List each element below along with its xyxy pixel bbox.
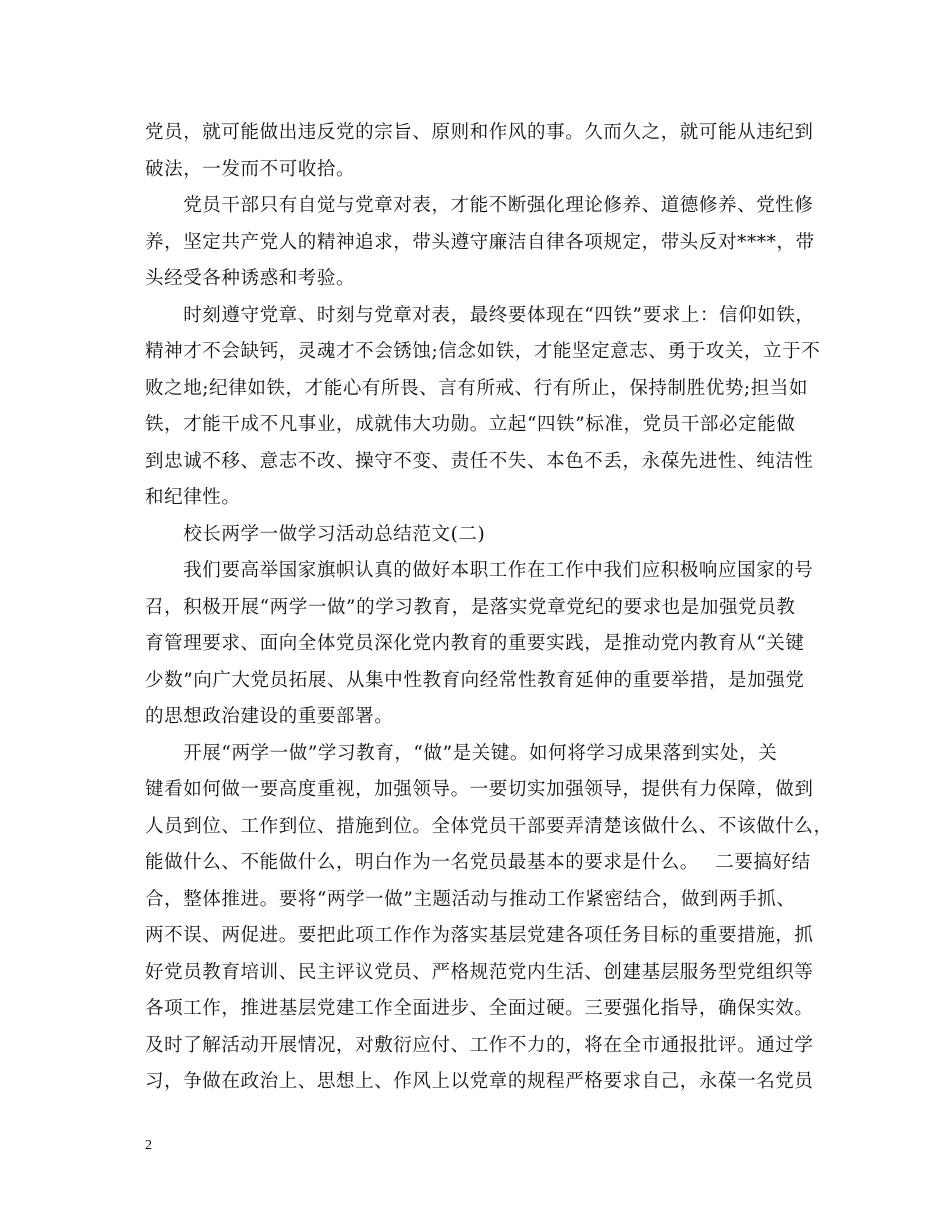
text-line: 破法，一发而不可收拾。 [145, 158, 356, 180]
page-number: 2 [145, 1138, 152, 1153]
text-line: 和纪律性。 [145, 487, 241, 508]
text-line: 时刻遵守党章、时刻与党章对表，最终要体现在“四铁”要求上：信仰如铁， [145, 304, 815, 326]
text-line: 开展“两学一做”学习教育，“做”是关键。如何将学习成果落到实处，关 [145, 742, 778, 764]
text-line: 到忠诚不移、意志不改、操守不变、责任不失、本色不丢，永葆先进性、纯洁性 [145, 450, 814, 472]
text-line: 键看如何做一要高度重视，加强领导。一要切实加强领导，提供有力保障，做到 [145, 779, 814, 800]
text-line: 头经受各种诱惑和考验。 [145, 268, 356, 289]
text-line: 人员到位、工作到位、措施到位。全体党员干部要弄清楚该做什么、不该做什么， [145, 815, 833, 837]
document-body [145, 115, 833, 1101]
section-heading: 校长两学一做学习活动总结范文(二) [145, 523, 486, 545]
text-line: 党员，就可能做出违反党的宗旨、原则和作风的事。久而久之，就可能从违纪到 [145, 122, 814, 143]
text-line: 召，积极开展“两学一做”的学习教育，是落实党章党纪的要求也是加强党员教 [145, 596, 796, 618]
text-line: 各项工作，推进基层党建工作全面进步、全面过硬。三要强化指导，确保实效。 [145, 998, 814, 1019]
text-line: 我们要高举国家旗帜认真的做好本职工作在工作中我们应积极响应国家的号 [145, 560, 814, 581]
text-line: 党员干部只有自觉与党章对表，才能不断强化理论修养、道德修养、党性修 [145, 195, 814, 216]
text-line: 育管理要求、面向全体党员深化党内教育的重要实践，是推动党内教育从“关键 [145, 633, 805, 654]
text-line: 及时了解活动开展情况，对敷衍应付、工作不力的，将在全市通报批评。通过学 [145, 1034, 814, 1056]
text-line: 养，坚定共产党人的精神追求，带头遵守廉洁自律各项规定，带头反对****，带 [145, 231, 815, 253]
text-line: 铁，才能干成不凡事业，成就伟大功勋。立起“四铁”标准，党员干部必定能做 [145, 414, 796, 435]
text-line: 精神才不会缺钙，灵魂才不会锈蚀;信念如铁，才能坚定意志、勇于攻关，立于不 [145, 341, 821, 362]
text-line: 好党员教育培训、民主评议党员、严格规范党内生活、创建基层服务型党组织等 [145, 961, 814, 983]
text-line: 习，争做在政治上、思想上、作风上以党章的规程严格要求自己，永葆一名党员 [145, 1071, 814, 1092]
text-line: 少数”向广大党员拓展、从集中性教育向经常性教育延伸的重要举措，是加强党 [145, 669, 805, 691]
text-line: 两不误、两促进。要把此项工作作为落实基层党建各项任务目标的重要措施，抓 [145, 925, 814, 946]
text-line: 的思想政治建设的重要部署。 [145, 706, 394, 727]
text-line: 合，整体推进。要将“两学一做”主题活动与推动工作紧密结合，做到两手抓、 [145, 888, 796, 910]
text-line: 败之地;纪律如铁，才能心有所畏、言有所戒、行有所止，保持制胜优势;担当如 [145, 377, 809, 399]
text-line: 能做什么、不能做什么，明白作为一名党员最基本的要求是什么。 二要搞好结 [145, 852, 811, 873]
